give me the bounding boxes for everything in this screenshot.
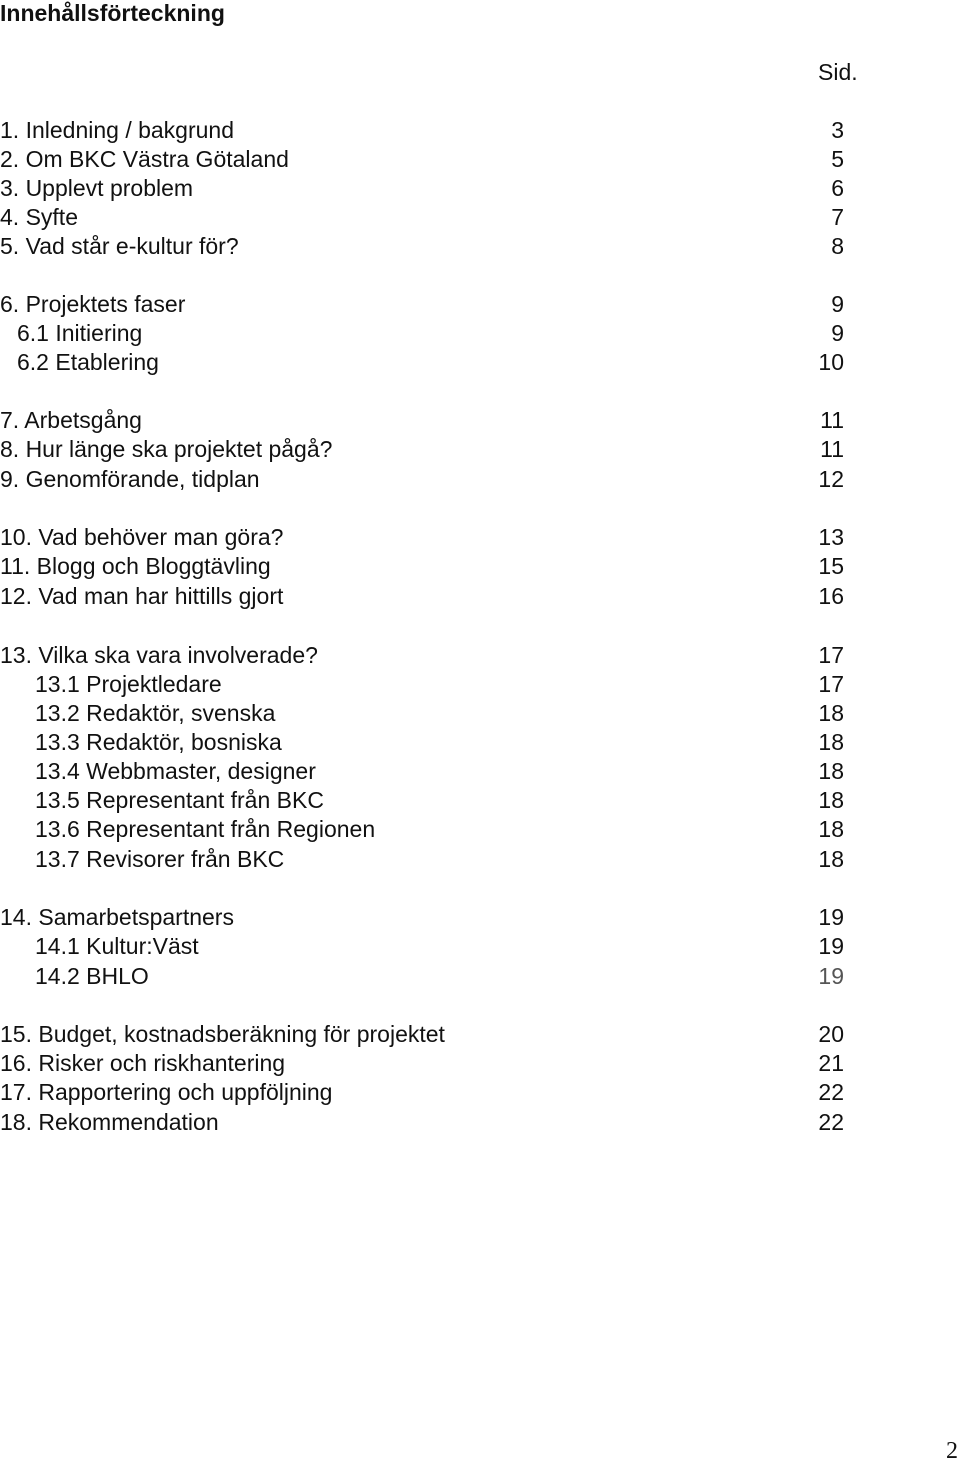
toc-entry-page: 19 (818, 904, 844, 930)
toc-entry-page: 19 (818, 933, 844, 959)
toc-entry-label: 6.1 Initiering (17, 320, 143, 346)
toc-entry-page: 18 (818, 700, 844, 726)
toc-entry[interactable] (0, 203, 960, 232)
toc-entry[interactable] (0, 348, 960, 377)
toc-entry[interactable] (0, 319, 960, 348)
toc-entry-page: 18 (818, 846, 844, 872)
toc-entry[interactable] (0, 786, 960, 815)
toc-entry-label: 12. Vad man har hittills gjort (0, 583, 284, 609)
toc-entry-label: 3. Upplevt problem (0, 175, 194, 201)
toc-entry-page: 18 (818, 787, 844, 813)
toc-entry-label: 13.7 Revisorer från BKC (35, 846, 285, 872)
toc-entry-label: 13.5 Representant från BKC (35, 787, 324, 813)
toc-entry-label: 13.3 Redaktör, bosniska (35, 729, 282, 755)
toc-entry-page: 5 (831, 146, 844, 172)
toc-entry-page: 3 (831, 117, 844, 143)
toc-entry[interactable] (0, 406, 960, 435)
toc-entry-page: 17 (818, 671, 844, 697)
toc-entry-page: 7 (831, 204, 844, 230)
toc-entry-label: 17. Rapportering och uppföljning (0, 1079, 333, 1105)
toc-entry-label: 1. Inledning / bakgrund (0, 117, 235, 143)
toc-entry[interactable] (0, 903, 960, 932)
toc-entry-page: 18 (818, 758, 844, 784)
toc-entry-page: 21 (818, 1050, 844, 1076)
toc-entry[interactable] (0, 641, 960, 670)
toc-entry[interactable] (0, 1108, 960, 1137)
toc-entry-label: 14. Samarbetspartners (0, 904, 234, 930)
toc-entry[interactable] (0, 728, 960, 757)
toc-entry[interactable] (0, 845, 960, 874)
toc-entry[interactable] (0, 435, 960, 464)
toc-entry-page: 12 (818, 466, 844, 492)
toc-entry[interactable] (0, 290, 960, 319)
toc-entry-page: 11 (820, 407, 844, 433)
toc-entry-page: 13 (818, 524, 844, 550)
toc-entry-label: 7. Arbetsgång (0, 407, 142, 433)
toc-entry-label: 13.6 Representant från Regionen (35, 816, 376, 842)
toc-entry-label: 2. Om BKC Västra Götaland (0, 146, 289, 172)
toc-entry-label: 13. Vilka ska vara involverade? (0, 642, 318, 668)
toc-entry-page: 9 (831, 291, 844, 317)
toc-entry-page: 22 (818, 1079, 844, 1105)
toc-entry-label: 14.2 BHLO (35, 963, 149, 989)
toc-entry[interactable] (0, 932, 960, 961)
toc-entry[interactable] (0, 523, 960, 552)
toc-entry-label: 6.2 Etablering (17, 349, 159, 375)
toc-entry[interactable] (0, 1049, 960, 1078)
toc-entry-label: 13.1 Projektledare (35, 671, 222, 697)
toc-entry[interactable] (0, 116, 960, 145)
toc-entry-label: 14.1 Kultur:Väst (35, 933, 199, 959)
toc-entry[interactable] (0, 465, 960, 494)
toc-entry[interactable] (0, 552, 960, 581)
toc-entry-label: 9. Genomförande, tidplan (0, 466, 260, 492)
toc-entry-label: 8. Hur länge ska projektet pågå? (0, 436, 333, 462)
toc-entry[interactable] (0, 699, 960, 728)
toc-entry[interactable] (0, 1020, 960, 1049)
toc-entry-label: 6. Projektets faser (0, 291, 186, 317)
toc-entry[interactable] (0, 670, 960, 699)
toc-entry-page: 20 (818, 1021, 844, 1047)
toc-entry-label: 11. Blogg och Bloggtävling (0, 553, 271, 579)
toc-entry[interactable] (0, 1078, 960, 1107)
toc-entry-page: 10 (818, 349, 844, 375)
toc-entry-page: 9 (831, 320, 844, 346)
toc-entry-label: 10. Vad behöver man göra? (0, 524, 284, 550)
toc-entry-label: 13.2 Redaktör, svenska (35, 700, 276, 726)
toc-entry-label: 5. Vad står e-kultur för? (0, 233, 239, 259)
page-number: 2 (946, 1438, 958, 1464)
toc-entry[interactable] (0, 815, 960, 844)
toc-entry-page: 8 (831, 233, 844, 259)
toc-entry[interactable] (0, 145, 960, 174)
toc-entry-page: 22 (818, 1109, 844, 1135)
toc-entry-label: 15. Budget, kostnadsberäkning för projektet (0, 1021, 445, 1047)
toc-entry-page: 18 (818, 729, 844, 755)
toc-entry-page: 16 (818, 583, 844, 609)
toc-entry[interactable] (0, 962, 960, 991)
toc-entry-page: 15 (818, 553, 844, 579)
toc-entry[interactable] (0, 174, 960, 203)
toc-entry-page: 18 (818, 816, 844, 842)
toc-entry-label: 4. Syfte (0, 204, 78, 230)
toc-entry[interactable] (0, 582, 960, 611)
toc-entry-page: 11 (820, 436, 844, 462)
toc-entry-label: 13.4 Webbmaster, designer (35, 758, 316, 784)
toc-entry[interactable] (0, 232, 960, 261)
page-title: Innehållsförteckning (0, 0, 225, 26)
toc-entry-page: 19 (818, 963, 844, 989)
toc-entry-label: 18. Rekommendation (0, 1109, 219, 1135)
page-column-header: Sid. (818, 59, 858, 85)
toc-entry-label: 16. Risker och riskhantering (0, 1050, 286, 1076)
toc-entry-page: 6 (831, 175, 844, 201)
toc-entry[interactable] (0, 757, 960, 786)
toc-entry-page: 17 (818, 642, 844, 668)
